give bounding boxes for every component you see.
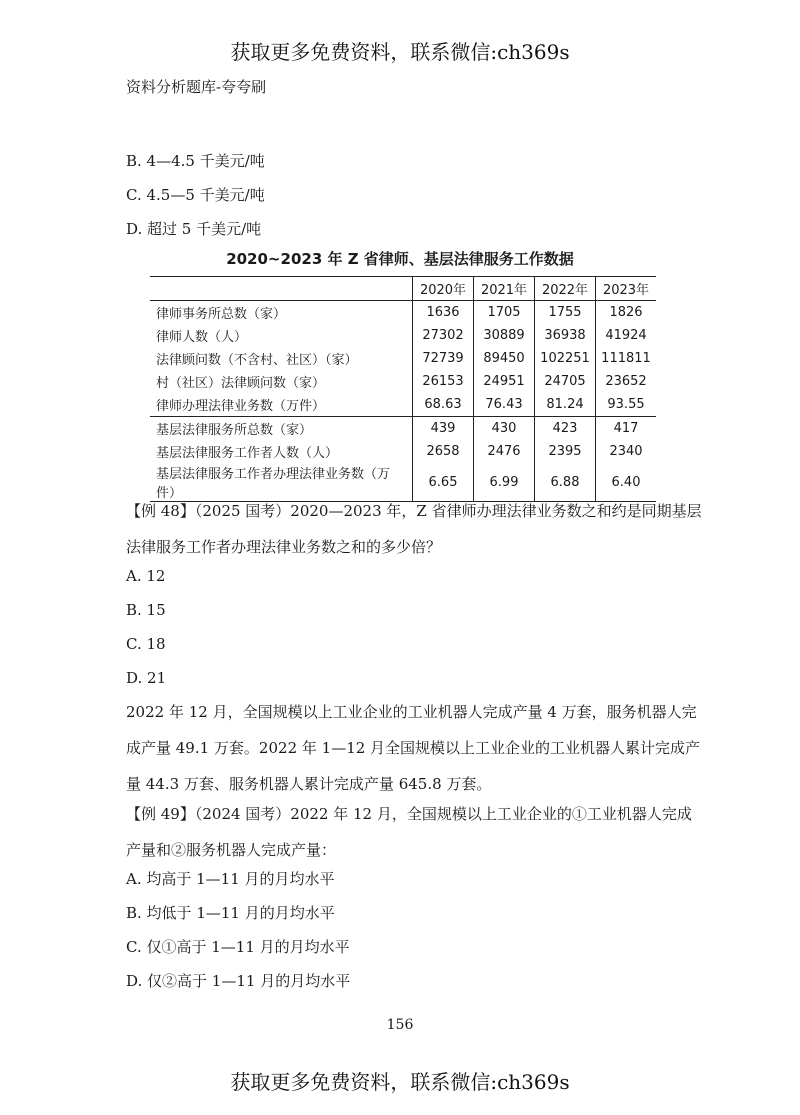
cell: 6.65 [413, 463, 474, 502]
cell: 89450 [474, 347, 535, 370]
cell: 81.24 [535, 393, 596, 417]
row-label: 基层法律服务工作者办理法律业务数（万件） [150, 463, 413, 502]
table-row [150, 347, 656, 370]
cell: 1826 [596, 301, 657, 325]
cell: 1636 [413, 301, 474, 325]
table-row [150, 440, 656, 463]
row-label: 律师人数（人） [156, 330, 248, 345]
table-row [150, 417, 656, 441]
cell: 2476 [474, 440, 535, 463]
question-49-text: 【例 49】（2024 国考）2022 年 12 月，全国规模以上工业企业的①工业机器人完成产量和②服务机器人完成产量： [126, 805, 692, 859]
cell: 2395 [535, 440, 596, 463]
q48-option-a: A. 12 [126, 567, 166, 585]
header-blank [150, 277, 413, 301]
cell: 27302 [413, 324, 474, 347]
col-2021: 2021年 [474, 277, 535, 301]
cell: 24951 [474, 370, 535, 393]
col-2022: 2022年 [535, 277, 596, 301]
row-label: 律师事务所总数（家） [156, 307, 287, 322]
q49-option-c: C. 仅①高于 1—11 月的月均水平 [126, 938, 350, 956]
row-label: 村（社区）法律顾问数（家） [156, 376, 326, 391]
data-table [150, 276, 656, 502]
cell: 2658 [413, 440, 474, 463]
cell: 68.63 [413, 393, 474, 417]
table-row [150, 324, 656, 347]
table-header-row [150, 277, 656, 301]
cell: 30889 [474, 324, 535, 347]
table-row [150, 393, 656, 417]
q49-option-d: D. 仅②高于 1—11 月的月均水平 [126, 972, 351, 990]
watermark-bottom: 获取更多免费资料，联系微信:ch369s [230, 1070, 570, 1094]
cell: 6.88 [535, 463, 596, 502]
cell: 430 [474, 417, 535, 441]
q49-option-b: B. 均低于 1—11 月的月均水平 [126, 904, 335, 922]
cell: 76.43 [474, 393, 535, 417]
page-number: 156 [386, 1017, 414, 1033]
cell: 6.40 [596, 463, 657, 502]
prev-option-c: C. 4.5—5 千美元/吨 [126, 186, 265, 204]
cell: 417 [596, 417, 657, 441]
row-label: 律师办理法律业务数（万件） [156, 399, 326, 414]
cell: 36938 [535, 324, 596, 347]
table-row [150, 301, 656, 325]
prev-option-d: D. 超过 5 千美元/吨 [126, 220, 262, 238]
cell: 1705 [474, 301, 535, 325]
row-label: 法律顾问数（不含村、社区）（家） [156, 353, 358, 368]
cell: 24705 [535, 370, 596, 393]
cell: 93.55 [596, 393, 657, 417]
cell: 111811 [596, 347, 657, 370]
cell: 423 [535, 417, 596, 441]
cell: 41924 [596, 324, 657, 347]
cell: 102251 [535, 347, 596, 370]
cell: 439 [413, 417, 474, 441]
question-48-text: 【例 48】（2025 国考）2020—2023 年，Z 省律师办理法律业务数之和约是同期基层法律服务工作者办理法律业务数之和的多少倍？ [126, 502, 702, 556]
cell: 6.99 [474, 463, 535, 502]
col-2020: 2020年 [413, 277, 474, 301]
cell: 2340 [596, 440, 657, 463]
prev-option-b: B. 4—4.5 千美元/吨 [126, 152, 265, 170]
material-paragraph: 2022 年 12 月，全国规模以上工业企业的工业机器人完成产量 4 万套，服务机器人完成产量 49.1 万套。2022 年 1—12 月全国规模以上工业企业的工业机器人累计完成产量 44.3 万套、服务机器人累计完成产量 645.8 万套。 [126, 703, 701, 793]
cell: 23652 [596, 370, 657, 393]
table-row [150, 370, 656, 393]
watermark-top: 获取更多免费资料，联系微信:ch369s [230, 40, 570, 64]
running-header: 资料分析题库-夸夸刷 [126, 78, 267, 96]
cell: 72739 [413, 347, 474, 370]
row-label: 基层法律服务工作者人数（人） [156, 446, 339, 461]
q48-option-d: D. 21 [126, 669, 167, 687]
table-title: 2020~2023 年 Z 省律师、基层法律服务工作数据 [226, 250, 574, 268]
q48-option-c: C. 18 [126, 635, 166, 653]
cell: 1755 [535, 301, 596, 325]
cell: 26153 [413, 370, 474, 393]
q49-option-a: A. 均高于 1—11 月的月均水平 [126, 870, 335, 888]
row-label: 基层法律服务所总数（家） [150, 417, 413, 441]
col-2023: 2023年 [596, 277, 657, 301]
q48-option-b: B. 15 [126, 601, 166, 619]
